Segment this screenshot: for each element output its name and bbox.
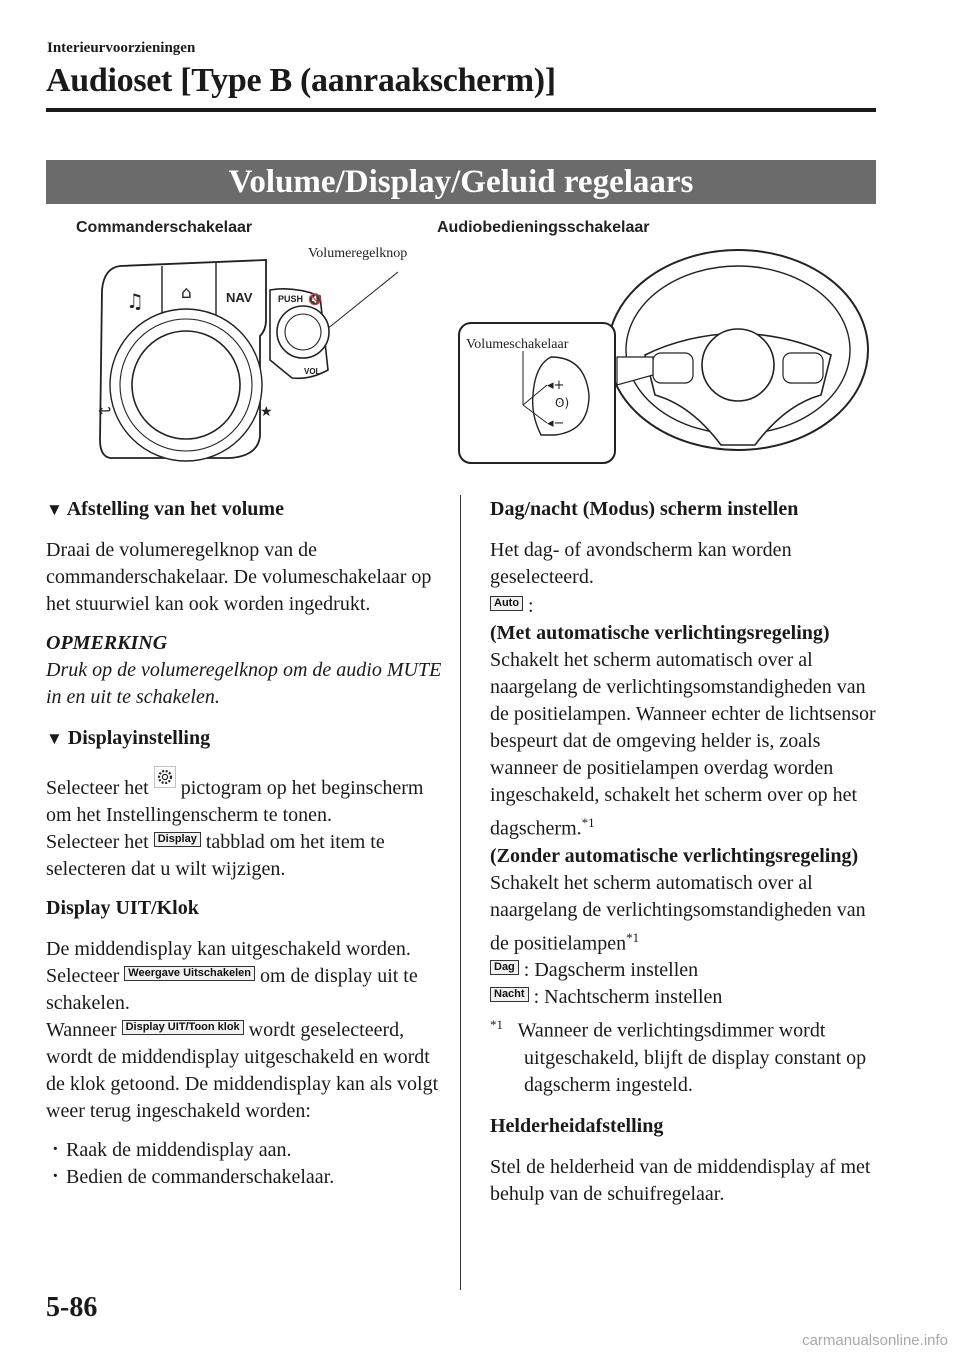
heading-display-off: Display UIT/Klok	[46, 897, 199, 919]
home-icon: ⌂	[181, 283, 192, 303]
heading-brightness: Helderheidafstelling	[490, 1114, 664, 1137]
display-tab-chip: Display	[154, 832, 201, 847]
vol-label: VOL	[304, 367, 321, 376]
figure-label-commander: Commanderschakelaar	[76, 219, 253, 236]
paragraph-display-2: Selecteer het Display tabblad om het item te selecteren dat u wilt wijzigen.	[46, 831, 385, 880]
list-item: · Raak de middendisplay aan.	[46, 1137, 446, 1164]
paragraph-display-1: Selecteer het pictogram op het beginscherm om het Instellingenscherm te tonen.	[46, 766, 446, 829]
voice-icon: ʘ)	[555, 396, 570, 410]
auto-chip: Auto	[490, 596, 523, 611]
day-option: Dag : Dagscherm instellen	[490, 957, 880, 984]
column-divider	[460, 495, 461, 1290]
paragraph-display-off-1: De middendisplay kan uitgeschakeld worden. Selecteer Weergave Uitschakelen om de display uit te schakelen.	[46, 938, 418, 1014]
volume-down-icon: ◂−	[547, 416, 565, 431]
paragraph-brightness: Stel de helderheid van de middendisplay af met behulp van de schuifregelaar.	[490, 1155, 871, 1205]
title-rule	[46, 108, 876, 112]
note-title: OPMERKING	[46, 632, 168, 654]
note-text: Druk op de volumeregelknop om de audio MUTE in en uit te schakelen.	[46, 659, 442, 708]
nacht-chip: Nacht	[490, 987, 529, 1002]
settings-gear-icon	[154, 766, 176, 788]
paragraph-volume: Draai de volumeregelknop van de commanderschakelaar. De volumeschakelaar op het stuurwiel kan ook worden ingedrukt.	[46, 539, 432, 615]
nav-button-label: NAV	[226, 290, 253, 305]
weergave-uitschakelen-chip: Weergave Uitschakelen	[124, 966, 255, 981]
list-item: · Bedien de commanderschakelaar.	[46, 1164, 446, 1191]
callout-volume-knob: Volumeregelknop	[308, 246, 408, 261]
display-uit-toon-klok-chip: Display UIT/Toon klok	[122, 1020, 244, 1035]
favorite-icon: ★	[260, 404, 273, 420]
triangle-icon: ▼	[46, 729, 63, 748]
page-title: Audioset [Type B (aanraakscherm)]	[46, 62, 556, 99]
paragraph-without-auto-lighting: Schakelt het scherm automatisch over al naargelang de verlichtingsomstandigheden van de positielampen$^{*1}$	[490, 871, 866, 955]
music-icon: ♫	[126, 289, 144, 313]
back-icon: ↩	[98, 401, 112, 420]
heading-day-night: Dag/nacht (Modus) scherm instellen	[490, 498, 799, 520]
steering-wheel-illustration	[455, 245, 875, 470]
section-banner: Volume/Display/Geluid regelaars	[46, 160, 876, 204]
heading-volume: ▼ Afstelling van het volume	[46, 498, 284, 520]
paragraph-with-auto-lighting: Schakelt het scherm automatisch over al naargelang de verlichtingsomstandigheden van de positielampen. Wanneer echter de lichtsensor bespeurt dat de omgeving helder is, zoals wanneer de positielampen overdag worden ingeschakeld, schakelt het scherm over op het dagscherm.$^{*1}$	[490, 649, 876, 840]
right-column	[490, 496, 880, 1220]
callout-volume-switch: Volumeschakelaar	[466, 337, 569, 352]
push-label: PUSH	[278, 294, 304, 304]
volume-up-icon: ◂+	[547, 378, 565, 393]
night-option: Nacht : Nachtscherm instellen	[490, 984, 880, 1011]
heading-without-auto-lighting: (Zonder automatische verlichtingsregeling)	[490, 844, 859, 867]
heading-with-auto-lighting: (Met automatische verlichtingsregeling)	[490, 622, 830, 644]
dag-chip: Dag	[490, 960, 519, 975]
page-number: 5-86	[46, 1292, 98, 1323]
left-column	[46, 496, 446, 1191]
watermark: carmanualsonline.info	[802, 1332, 948, 1349]
triangle-icon: ▼	[46, 500, 63, 519]
paragraph-day-night: Het dag- of avondscherm kan worden geselecteerd.	[490, 539, 792, 588]
footnote: $^{*1}$ Wanneer de verlichtingsdimmer wordt uitgeschakeld, blijft de display constant op dagscherm ingesteld.	[490, 1017, 867, 1096]
section-label: Interieurvoorzieningen	[47, 40, 196, 56]
figure-label-audio-control: Audiobedieningsschakelaar	[437, 219, 650, 236]
mute-icon: 🔇	[308, 293, 322, 306]
heading-display: ▼ Displayinstelling	[46, 727, 211, 749]
paragraph-display-off-2: Wanneer Display UIT/Toon klok wordt geselecteerd, wordt de middendisplay uitgeschakeld en wordt de klok getoond. De middendisplay kan als volgt weer terug ingeschakeld worden:	[46, 1019, 439, 1122]
auto-option: Auto :	[490, 593, 880, 620]
commander-switch-illustration	[80, 240, 440, 470]
